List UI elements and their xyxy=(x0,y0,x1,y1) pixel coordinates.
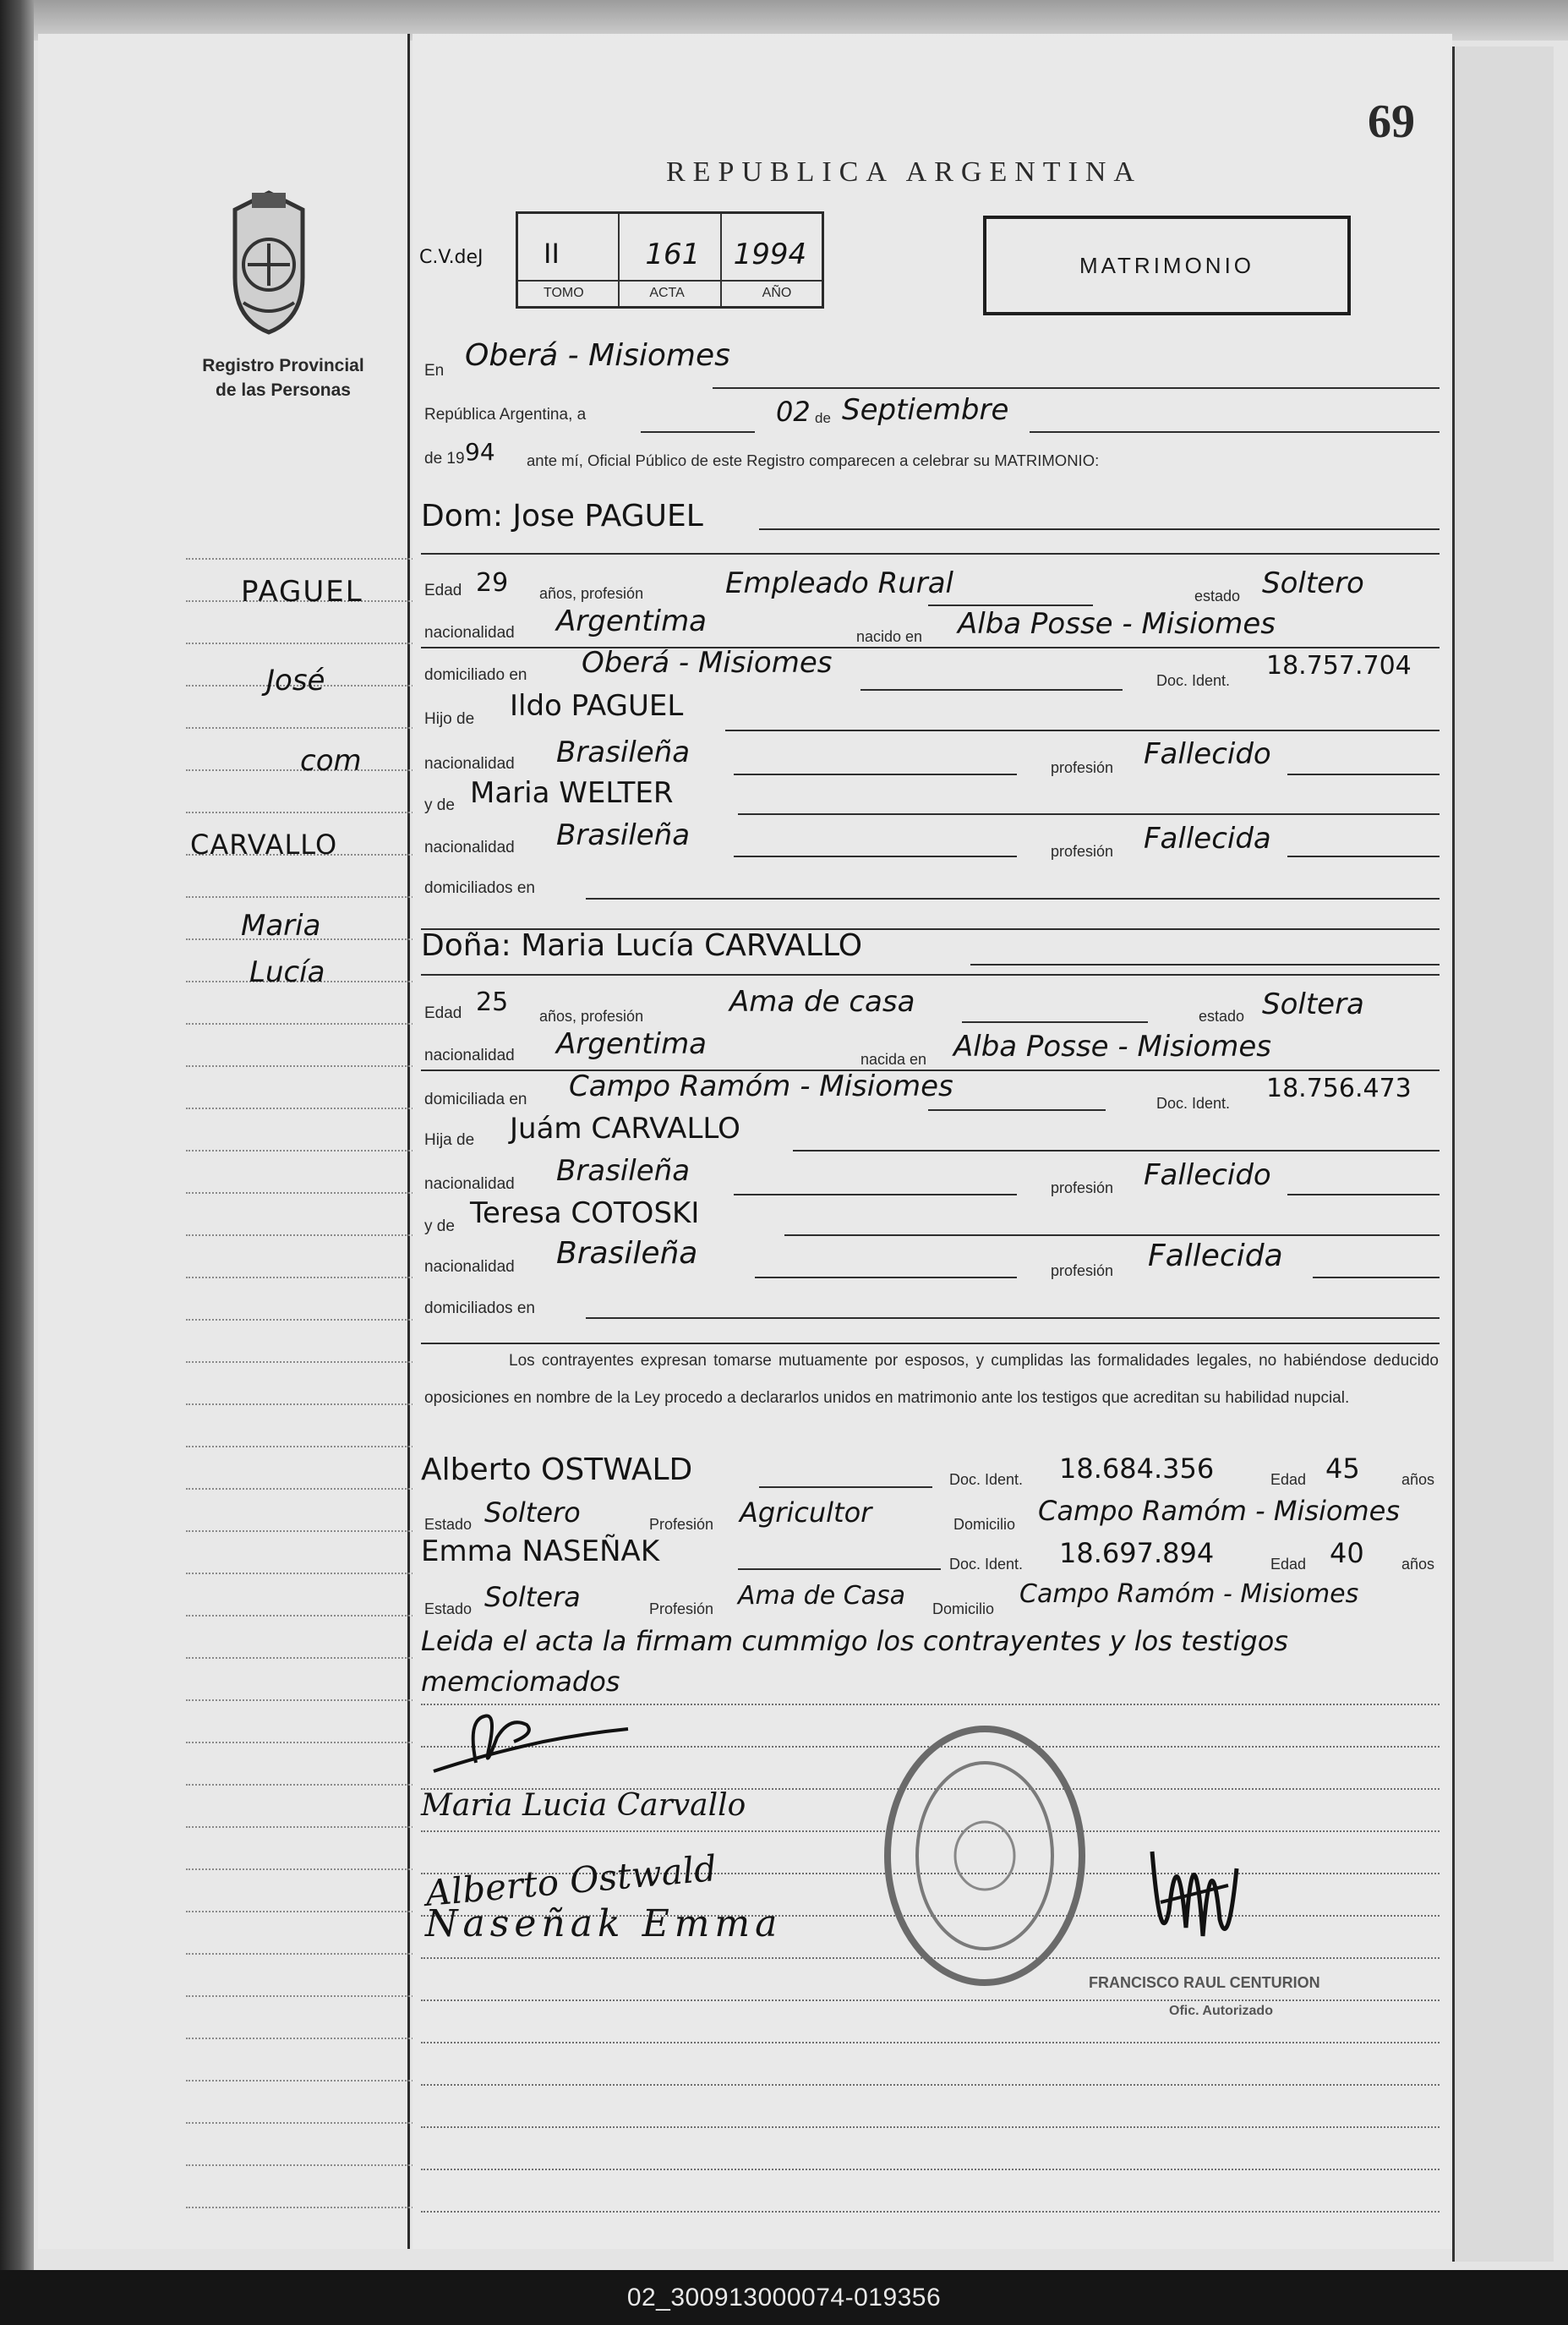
ano-cell xyxy=(722,214,822,306)
witness2-domicilio-label: Domicilio xyxy=(932,1600,995,1617)
coat-of-arms-icon xyxy=(222,184,315,341)
edad-label: Edad xyxy=(424,582,462,599)
margin-rule xyxy=(186,1742,440,1743)
groom-domicilio: Oberá - Misiomes xyxy=(582,646,833,680)
underline xyxy=(586,898,1440,900)
underline xyxy=(928,604,1093,606)
year-suffix: 94 xyxy=(465,438,495,466)
underline xyxy=(421,974,1440,976)
margin-note-bride-surname: CARVALLO xyxy=(190,829,338,861)
nacido-label: nacido en xyxy=(856,628,923,645)
bride-father-nac: Brasileña xyxy=(556,1154,691,1188)
underline xyxy=(759,1486,932,1488)
y-de-label: y de xyxy=(424,796,455,814)
bride-nacida-label: nacida en xyxy=(860,1051,927,1068)
bride-estado: Soltera xyxy=(1262,987,1364,1021)
republica-label: República Argentina, a xyxy=(424,406,587,424)
bride-mother-prof-label: profesión xyxy=(1051,1262,1114,1279)
margin-rule xyxy=(186,1234,440,1236)
bride-father: Juám CARVALLO xyxy=(510,1112,740,1146)
groom-profesion: Empleado Rural xyxy=(725,566,954,600)
underline xyxy=(734,856,1017,857)
witness1-anos-label: años xyxy=(1401,1471,1435,1488)
en-label: En xyxy=(424,362,445,380)
bride-mother-nac: Brasileña xyxy=(556,1236,698,1271)
underline xyxy=(759,528,1440,530)
underline xyxy=(641,431,755,433)
underline xyxy=(962,1021,1148,1023)
underline xyxy=(738,1568,941,1570)
official-seal-icon xyxy=(882,1720,1089,1991)
bride-domiciliados-label: domiciliados en xyxy=(424,1299,535,1317)
bride-hija-label: Hija de xyxy=(424,1131,475,1149)
bride-mother-prof: Fallecida xyxy=(1148,1239,1283,1273)
margin-note-bride-second: Lucía xyxy=(249,955,325,989)
margin-rule xyxy=(186,1023,440,1025)
bride-doc: 18.756.473 xyxy=(1266,1074,1412,1103)
witness1-edad-label: Edad xyxy=(1270,1471,1307,1488)
place: Oberá - Misiomes xyxy=(465,338,730,373)
rule-line xyxy=(421,2211,1440,2213)
groom-mother-prof: Fallecida xyxy=(1144,822,1271,856)
margin-rule xyxy=(186,2207,440,2208)
margin-note-com: com xyxy=(300,744,362,778)
margin-rule xyxy=(186,1530,440,1532)
witness2-name: Emma NASEÑAK xyxy=(421,1534,660,1568)
groom-edad: 29 xyxy=(476,568,509,598)
underline xyxy=(734,774,1017,775)
ano-value: 1994 xyxy=(733,238,807,271)
witness1-signature: Alberto Ostwald xyxy=(423,1847,718,1914)
book-binding-edge xyxy=(0,0,34,2270)
acta-label: ACTA xyxy=(649,286,685,300)
anos-profesion-label: años, profesión xyxy=(539,585,644,602)
father-profesion-label: profesión xyxy=(1051,759,1114,776)
witness1-domicilio-label: Domicilio xyxy=(953,1516,1016,1533)
closing-text: Leida el acta la firmam cummigo los contrayentes y los testigos xyxy=(421,1625,1288,1657)
margin-rule xyxy=(186,2122,440,2124)
tomo-cell xyxy=(518,214,620,306)
groom-signature-icon xyxy=(417,1704,636,1788)
bride-domiciliada-label: domiciliada en xyxy=(424,1091,527,1108)
year-prefix: de 19 xyxy=(424,450,465,468)
underline xyxy=(713,387,1440,389)
bride-father-prof: Fallecido xyxy=(1144,1158,1271,1192)
underline xyxy=(1287,856,1440,857)
margin-rule xyxy=(186,558,440,560)
witness2-domicilio: Campo Ramóm - Misiomes xyxy=(1019,1579,1359,1609)
margin-rule xyxy=(186,1699,440,1701)
groom-mother: Maria WELTER xyxy=(470,776,674,810)
intro-statement: ante mí, Oficial Público de este Registro comparecen a celebrar su MATRIMONIO: xyxy=(527,451,1100,469)
rule-line xyxy=(421,2169,1440,2170)
nacionalidad-label: nacionalidad xyxy=(424,624,515,642)
underline xyxy=(793,1150,1440,1152)
groom-title-name: Dom: Jose PAGUEL xyxy=(421,499,703,533)
bride-estado-label: estado xyxy=(1199,1008,1245,1025)
hijo-label: Hijo de xyxy=(424,710,475,728)
witness2-profesion-label: Profesión xyxy=(649,1600,714,1617)
underline xyxy=(738,813,1440,815)
margin-note-bride-first: Maria xyxy=(241,909,321,943)
margin-rule xyxy=(186,2164,440,2166)
groom-father-nac: Brasileña xyxy=(556,736,691,769)
witness1-profesion-label: Profesión xyxy=(649,1516,714,1533)
witness1-doc: 18.684.356 xyxy=(1059,1452,1215,1485)
margin-rule xyxy=(186,896,440,898)
record-reference-box xyxy=(516,211,824,309)
margin-column xyxy=(38,34,410,2249)
underline xyxy=(586,1317,1440,1319)
doc-label: Doc. Ident. xyxy=(1156,672,1231,689)
margin-rule xyxy=(186,1953,440,1955)
bride-domicilio: Campo Ramóm - Misiomes xyxy=(569,1070,953,1103)
bride-doc-label: Doc. Ident. xyxy=(1156,1095,1231,1112)
bride-nacionalidad-label: nacionalidad xyxy=(424,1047,515,1064)
mother-nacionalidad-label: nacionalidad xyxy=(424,839,515,856)
next-page-edge xyxy=(1452,46,1554,2262)
underline xyxy=(1313,1277,1440,1278)
acta-value: 161 xyxy=(645,238,701,271)
cvdej-label: C.V.deJ xyxy=(419,247,484,268)
officer-name: FRANCISCO RAUL CENTURION xyxy=(1089,1974,1320,1991)
margin-rule xyxy=(186,1826,440,1828)
acta-cell xyxy=(620,214,721,306)
bride-nacida: Alba Posse - Misiomes xyxy=(953,1030,1271,1064)
groom-doc: 18.757.704 xyxy=(1266,651,1412,681)
groom-father-prof: Fallecido xyxy=(1144,737,1271,771)
margin-rule xyxy=(186,1108,440,1109)
margin-rule xyxy=(186,1573,440,1574)
margin-rule xyxy=(186,2038,440,2039)
estado-label: estado xyxy=(1194,588,1241,604)
underline xyxy=(1287,1194,1440,1195)
witness2-estado-label: Estado xyxy=(424,1600,473,1617)
margin-rule xyxy=(186,2080,440,2082)
bride-father-prof-label: profesión xyxy=(1051,1179,1114,1196)
margin-rule xyxy=(186,812,440,813)
margin-note-surname: PAGUEL xyxy=(241,575,363,609)
officer-title: Ofic. Autorizado xyxy=(1169,2004,1273,2018)
underline xyxy=(970,964,1440,966)
groom-estado: Soltero xyxy=(1262,566,1364,600)
witness2-anos-label: años xyxy=(1401,1556,1435,1573)
date-month: Septiembre xyxy=(842,393,1009,427)
groom-nacido: Alba Posse - Misiomes xyxy=(958,607,1276,641)
witness2-profesion: Ama de Casa xyxy=(738,1581,906,1611)
father-nacionalidad-label: nacionalidad xyxy=(424,755,515,773)
margin-rule xyxy=(186,727,440,729)
document-title: REPUBLICA ARGENTINA xyxy=(666,156,1142,188)
underline xyxy=(421,553,1440,555)
margin-rule xyxy=(186,1277,440,1278)
underline xyxy=(421,647,1440,648)
witness2-estado: Soltera xyxy=(484,1581,581,1613)
witness1-domicilio: Campo Ramóm - Misiomes xyxy=(1038,1495,1401,1527)
margin-rule xyxy=(186,1065,440,1067)
rule-line xyxy=(421,2042,1440,2043)
groom-father: Ildo PAGUEL xyxy=(510,689,684,723)
witness2-edad: 40 xyxy=(1330,1537,1364,1569)
bride-nacionalidad: Argentima xyxy=(556,1027,708,1061)
bride-y-de-label: y de xyxy=(424,1217,455,1235)
margin-rule xyxy=(186,1361,440,1363)
margin-rule xyxy=(186,1784,440,1786)
margin-rule xyxy=(186,1319,440,1321)
margin-rule xyxy=(186,643,440,644)
margin-rule xyxy=(186,1657,440,1659)
bride-edad-label: Edad xyxy=(424,1004,462,1022)
bride-father-nac-label: nacionalidad xyxy=(424,1175,515,1193)
officer-signature-icon xyxy=(1135,1784,1254,1970)
ref-box-divider xyxy=(518,280,822,282)
margin-rule xyxy=(186,1911,440,1912)
tomo-label: TOMO xyxy=(544,286,584,300)
ano-label: AÑO xyxy=(762,286,792,300)
groom-nacionalidad: Argentima xyxy=(556,604,708,638)
margin-rule xyxy=(186,1995,440,1997)
margin-rule xyxy=(186,1868,440,1870)
witness1-name: Alberto OSTWALD xyxy=(421,1452,693,1487)
bride-signature: Maria Lucia Carvallo xyxy=(421,1788,746,1823)
margin-rule xyxy=(186,1403,440,1405)
groom-mother-nac: Brasileña xyxy=(556,818,691,852)
underline xyxy=(860,689,1123,691)
witness2-doc-label: Doc. Ident. xyxy=(949,1556,1024,1573)
tomo-value: II xyxy=(544,238,560,270)
margin-rule xyxy=(186,1192,440,1194)
rule-line xyxy=(421,2084,1440,2086)
date-day: 02 xyxy=(776,396,811,428)
bride-mother-nac-label: nacionalidad xyxy=(424,1258,515,1276)
registry-name: Registro Provincial de las Personas xyxy=(202,356,364,400)
underline xyxy=(1030,431,1440,433)
bride-profesion: Ama de casa xyxy=(729,985,915,1019)
bride-mother: Teresa COTOSKI xyxy=(470,1196,700,1230)
bride-anos-profesion-label: años, profesión xyxy=(539,1008,644,1025)
de-label: de xyxy=(815,410,831,426)
witness2-edad-label: Edad xyxy=(1270,1556,1307,1573)
underline xyxy=(1287,774,1440,775)
witness1-estado: Soltero xyxy=(484,1496,581,1529)
page-number: 69 xyxy=(1368,96,1415,148)
domiciliados-label: domiciliados en xyxy=(424,879,535,897)
main-form xyxy=(412,34,1452,2249)
rule-line xyxy=(421,2126,1440,2128)
bride-title-name: Doña: Maria Lucía CARVALLO xyxy=(421,928,863,963)
footer-id: 02_300913000074-019356 xyxy=(626,2283,942,2311)
underline xyxy=(928,1109,1106,1111)
underline xyxy=(725,730,1440,731)
margin-note-firstname: José xyxy=(266,664,325,698)
footer-bar xyxy=(0,2270,1568,2325)
underline xyxy=(734,1194,1017,1195)
rule-line xyxy=(421,2000,1440,2001)
witness1-estado-label: Estado xyxy=(424,1516,473,1533)
record-type-box xyxy=(983,216,1351,315)
margin-rule xyxy=(186,1150,440,1152)
witness2-doc: 18.697.894 xyxy=(1059,1537,1215,1569)
underline xyxy=(784,1234,1440,1236)
declaration-text: Los contrayentes expresan tomarse mutuamente por esposos, y cumplidas las formalidades legales, no habiéndose deducido oposiciones en nombre de la Ley procedo a declararlos unidos en matrimonio ante los testigos que acreditan su habilidad nupcial. xyxy=(424,1352,1439,1407)
bride-edad: 25 xyxy=(476,987,509,1017)
margin-rule xyxy=(186,1446,440,1447)
witness2-signature: Naseñak Emma xyxy=(425,1902,783,1945)
domiciliado-label: domiciliado en xyxy=(424,666,527,684)
witness1-profesion: Agricultor xyxy=(740,1496,872,1529)
witness1-doc-label: Doc. Ident. xyxy=(949,1471,1024,1488)
margin-rule xyxy=(186,1488,440,1490)
closing-text-2: memciomados xyxy=(421,1666,620,1698)
underline xyxy=(755,1277,1017,1278)
mother-profesion-label: profesión xyxy=(1051,843,1114,860)
margin-rule xyxy=(186,1615,440,1617)
witness1-edad: 45 xyxy=(1325,1452,1360,1485)
record-type: MATRIMONIO xyxy=(1079,252,1255,278)
